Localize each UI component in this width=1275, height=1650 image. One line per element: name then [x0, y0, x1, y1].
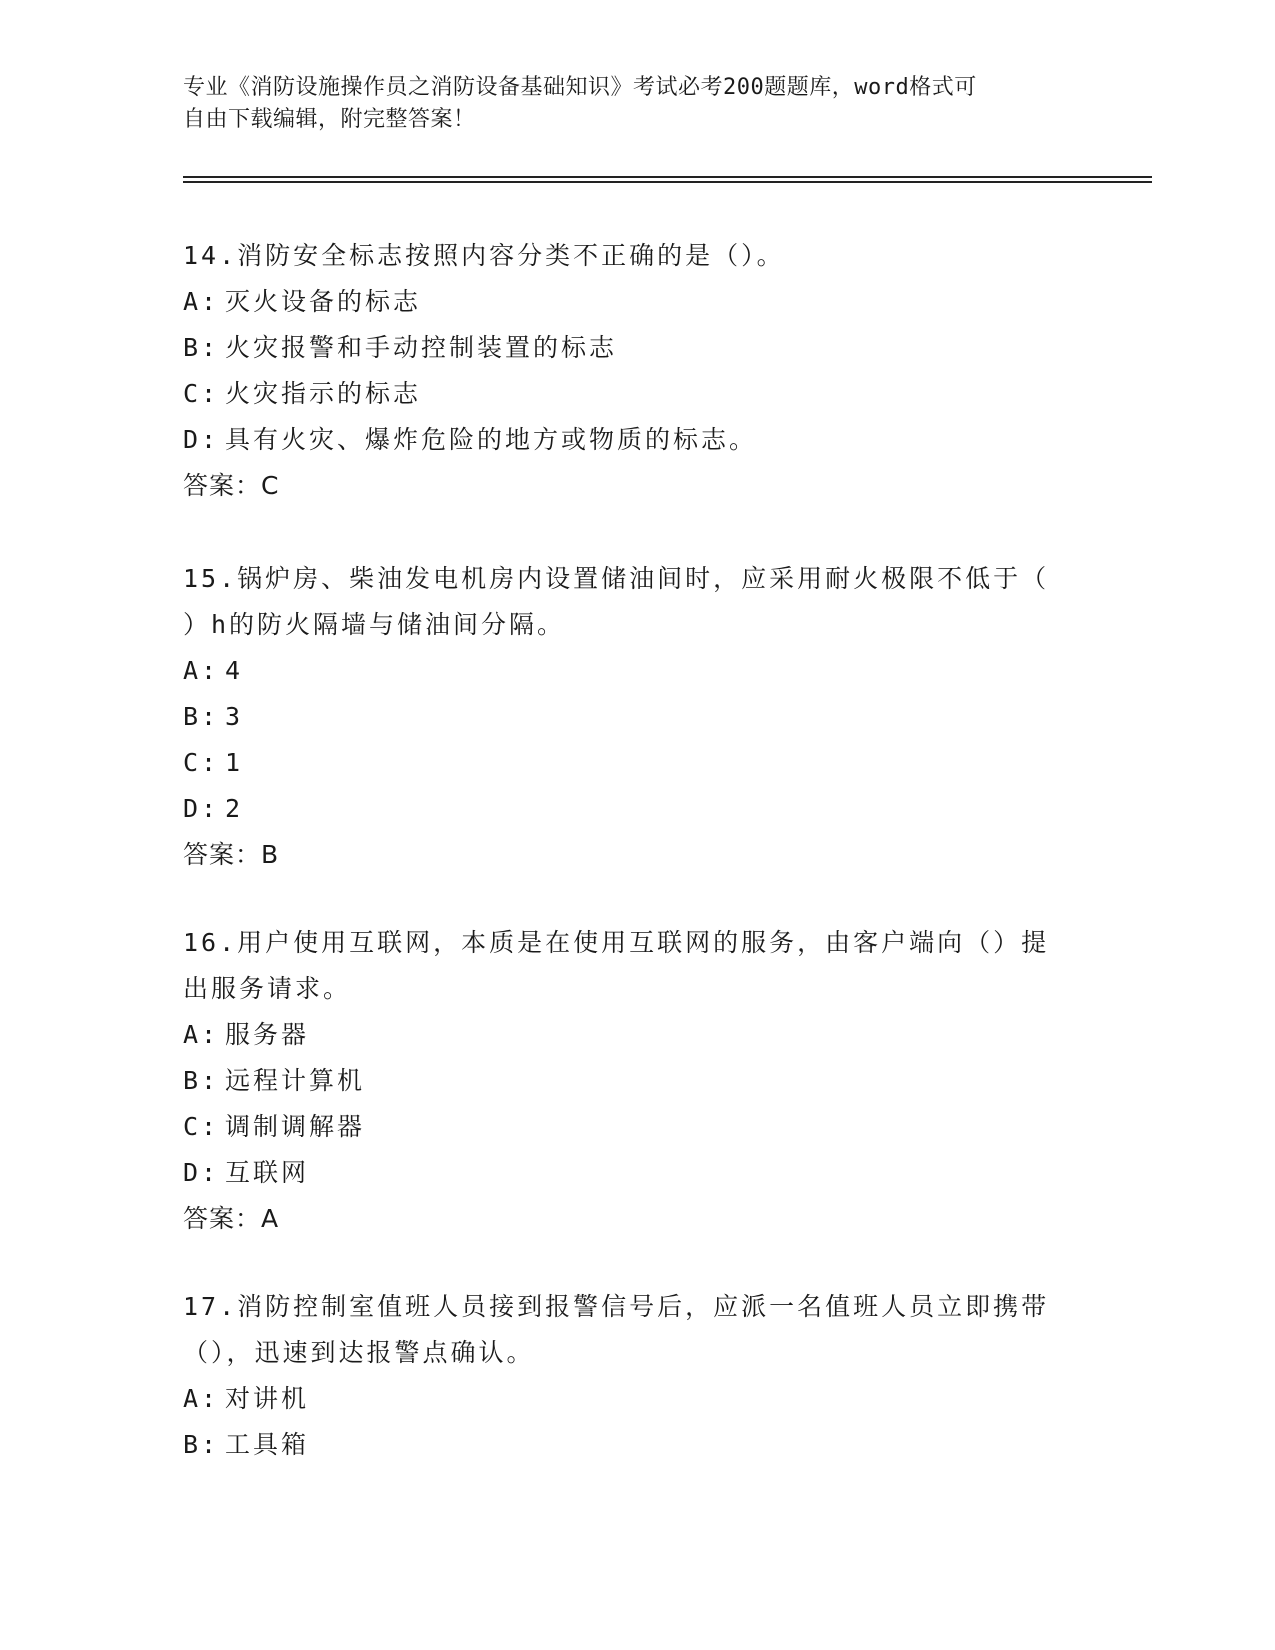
option-b	[183, 325, 1083, 371]
answer-line: 答案：B	[183, 840, 280, 869]
answer-line: 答案：C	[183, 471, 280, 500]
option-text: 火灾指示的标志	[225, 379, 422, 408]
option-text: 4	[225, 656, 244, 685]
option-text: 1	[225, 748, 244, 777]
question-text: 16.用户使用互联网，本质是在使用互联网的服务，由客户端向（）提	[183, 928, 1050, 957]
option-letter: B:	[183, 702, 220, 731]
question-block-17	[183, 1284, 1083, 1468]
option-text: 工具箱	[225, 1430, 310, 1459]
option-text: 调制调解器	[225, 1112, 366, 1141]
option-letter: C:	[183, 748, 220, 777]
option-d	[183, 417, 1083, 463]
document-header	[183, 72, 1073, 136]
option-letter: D:	[183, 425, 220, 454]
option-text: 互联网	[225, 1158, 310, 1187]
option-c	[183, 740, 1083, 786]
question-block-16	[183, 920, 1083, 1242]
option-c	[183, 371, 1083, 417]
question-text: 14.消防安全标志按照内容分类不正确的是（）。	[183, 241, 785, 270]
option-letter: B:	[183, 1430, 220, 1459]
question-text: 17.消防控制室值班人员接到报警信号后，应派一名值班人员立即携带	[183, 1292, 1050, 1321]
option-text: 2	[225, 794, 244, 823]
question-text-continued: ）h的防火隔墙与储油间分隔。	[183, 610, 566, 639]
option-text: 灭火设备的标志	[225, 287, 422, 316]
question-block-15	[183, 556, 1083, 878]
option-letter: C:	[183, 1112, 220, 1141]
option-d	[183, 1150, 1083, 1196]
header-line-2: 自由下载编辑，附完整答案！	[183, 107, 476, 132]
option-letter: B:	[183, 1066, 220, 1095]
option-letter: A:	[183, 1020, 220, 1049]
question-text-continued: 出服务请求。	[183, 974, 352, 1003]
option-c	[183, 1104, 1083, 1150]
header-divider-bottom	[183, 181, 1152, 183]
header-line-1: 专业《消防设施操作员之消防设备基础知识》考试必考200题题库，word格式可	[183, 75, 977, 100]
option-a	[183, 648, 1083, 694]
option-text: 火灾报警和手动控制装置的标志	[225, 333, 618, 362]
question-text: 15.锅炉房、柴油发电机房内设置储油间时，应采用耐火极限不低于（	[183, 564, 1050, 593]
option-letter: B:	[183, 333, 220, 362]
option-a	[183, 1012, 1083, 1058]
option-b	[183, 694, 1083, 740]
question-block-14	[183, 233, 1083, 509]
option-text: 远程计算机	[225, 1066, 366, 1095]
option-letter: C:	[183, 379, 220, 408]
option-text: 3	[225, 702, 244, 731]
option-a	[183, 1376, 1083, 1422]
option-letter: A:	[183, 1384, 220, 1413]
option-letter: A:	[183, 287, 220, 316]
option-a	[183, 279, 1083, 325]
option-text: 服务器	[225, 1020, 310, 1049]
option-text: 具有火灾、爆炸危险的地方或物质的标志。	[225, 425, 758, 454]
header-divider-top	[183, 176, 1152, 178]
option-letter: A:	[183, 656, 220, 685]
option-letter: D:	[183, 1158, 220, 1187]
option-text: 对讲机	[225, 1384, 310, 1413]
option-b	[183, 1422, 1083, 1468]
question-text-continued: （），迅速到达报警点确认。	[183, 1338, 535, 1367]
option-b	[183, 1058, 1083, 1104]
answer-line: 答案：A	[183, 1204, 280, 1233]
option-letter: D:	[183, 794, 220, 823]
option-d	[183, 786, 1083, 832]
